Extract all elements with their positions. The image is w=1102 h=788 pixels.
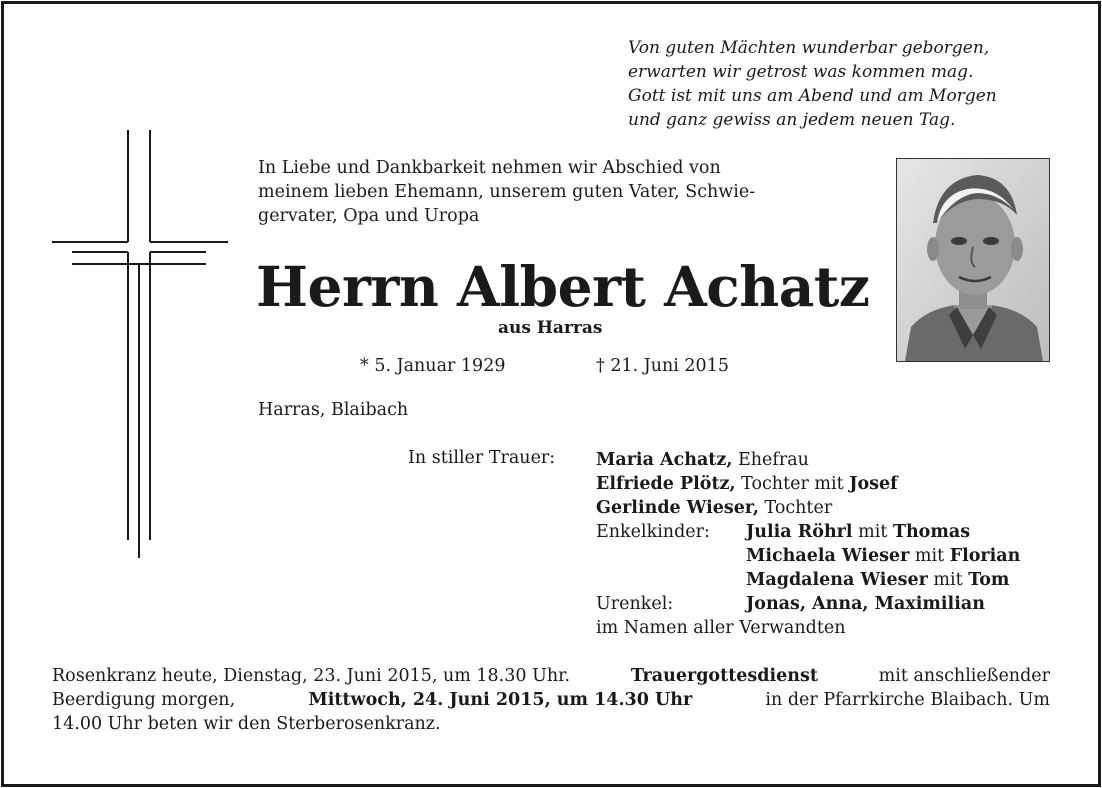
mourner-name: Gerlinde Wieser,: [596, 498, 759, 518]
mourner-relation: Ehefrau: [738, 450, 809, 470]
grandchildren-label: Enkelkinder:: [596, 522, 710, 542]
motto-line: erwarten wir getrost was kommen mag.: [628, 62, 974, 82]
service-notice: [52, 664, 1050, 736]
birth-date: * 5. Januar 1929: [360, 356, 506, 376]
mourners-list: [596, 448, 1021, 640]
list-item: [596, 520, 971, 544]
intro-text: [258, 156, 852, 228]
mourner-name: Elfriede Plötz,: [596, 474, 736, 494]
grandchild-entry: Michaela Wieser mit Florian: [746, 546, 1021, 566]
list-item: [596, 568, 1010, 592]
residence-place: Harras, Blaibach: [258, 400, 409, 420]
cross-icon: [52, 130, 228, 558]
grandchild-entry: Magdalena Wieser mit Tom: [746, 570, 1010, 590]
notice-line: 14.00 Uhr beten wir den Sterberosenkranz.: [52, 714, 441, 734]
mourner-relation: Tochter mit: [741, 474, 844, 494]
mourning-label: In stiller Trauer:: [408, 448, 556, 468]
motto-line: und ganz gewiss an jedem neuen Tag.: [628, 110, 956, 130]
intro-line: meinem lieben Ehemann, unserem guten Vater, Schwie-: [258, 182, 756, 202]
grandchild-entry: Julia Röhrl mit Thomas: [746, 522, 971, 542]
motto-line: Gott ist mit uns am Abend und am Morgen: [628, 86, 997, 106]
list-item: [596, 592, 985, 616]
intro-line: In Liebe und Dankbarkeit nehmen wir Abschied von: [258, 158, 721, 178]
mourner-partner: Josef: [849, 474, 898, 494]
list-item: [596, 472, 898, 496]
mourner-relation: Tochter: [764, 498, 833, 518]
mourner-name: Maria Achatz,: [596, 450, 733, 470]
intro-line: gervater, Opa und Uropa: [258, 206, 480, 226]
list-item: [596, 448, 898, 472]
list-item: [596, 616, 898, 640]
deceased-origin: aus Harras: [498, 318, 603, 338]
portrait-photo: [896, 158, 1050, 362]
death-date: † 21. Juni 2015: [596, 356, 729, 376]
great-grandchildren-label: Urenkel:: [596, 594, 674, 614]
motto-verse: [628, 36, 997, 132]
motto-line: Von guten Mächten wunderbar geborgen,: [628, 38, 990, 58]
deceased-name: Herrn Albert Achatz: [256, 254, 870, 319]
closing-line: im Namen aller Verwandten: [596, 618, 846, 638]
notice-line: Rosenkranz heute, Dienstag, 23. Juni 2015, um 18.30 Uhr. Trauergottesdienst mit anschließender: [52, 666, 1050, 686]
great-grandchildren-names: Jonas, Anna, Maximilian: [746, 594, 985, 614]
list-item: [596, 544, 1021, 568]
notice-line: Beerdigung morgen, Mittwoch, 24. Juni 2015, um 14.30 Uhr in der Pfarrkirche Blaibach. Um: [52, 690, 1050, 710]
list-item: [596, 496, 898, 520]
